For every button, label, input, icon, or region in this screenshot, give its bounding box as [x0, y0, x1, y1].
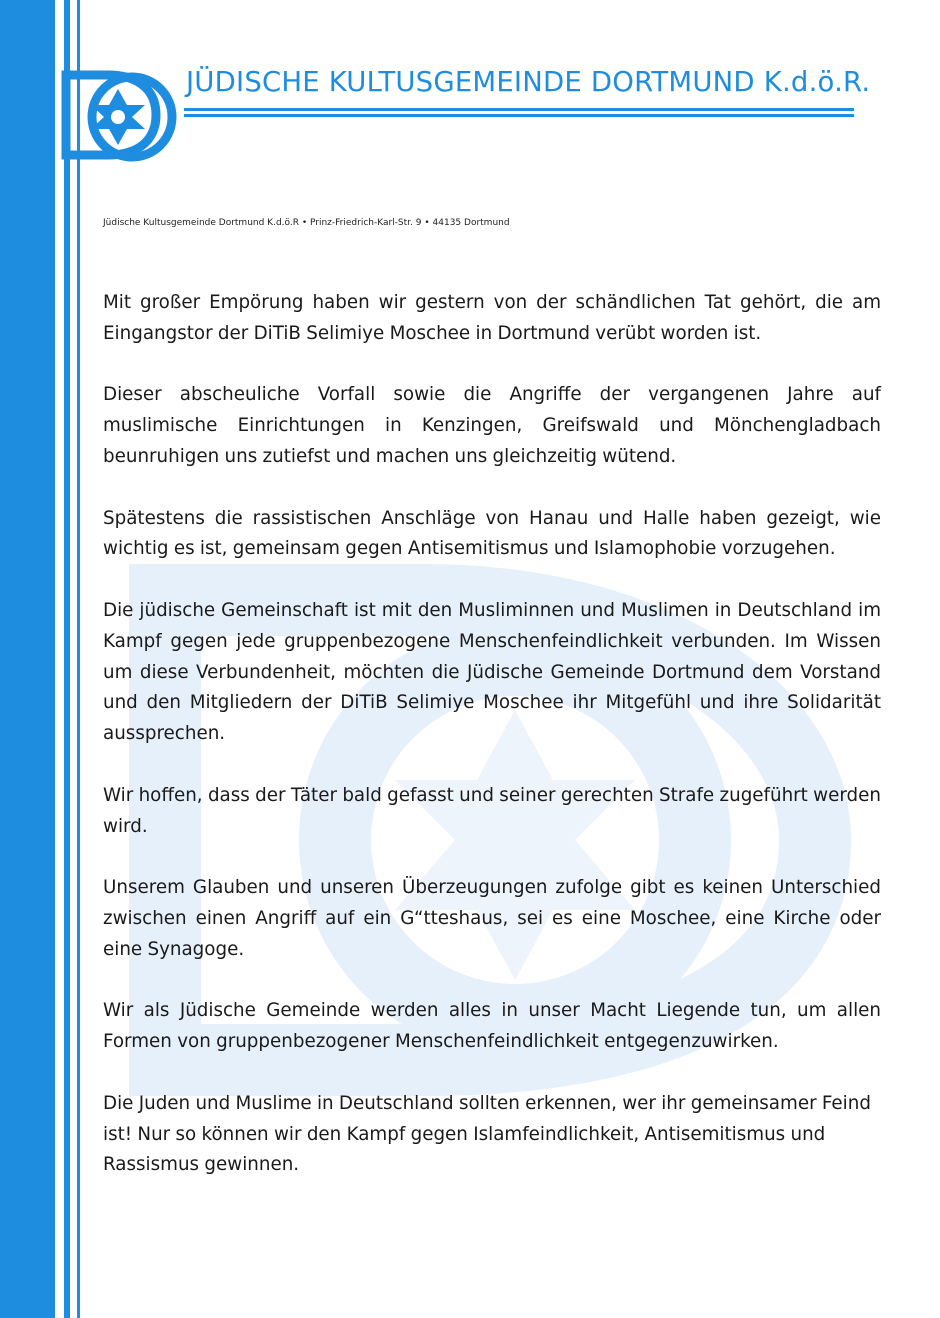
paragraph: Die Juden und Muslime in Deutschland sollten erkennen, wer ihr gemeinsamer Feind ist! Nur so können wir den Kampf gegen Islamfeindlichkeit, Antisemitismus und Rassismus gewinnen.	[103, 1092, 871, 1176]
paragraph: Wir hoffen, dass der Täter bald gefasst und seiner gerechten Strafe zugeführt werden wird.	[103, 784, 881, 837]
title-rule-bottom	[184, 114, 854, 117]
sender-address-line: Jüdische Kultusgemeinde Dortmund K.d.ö.R • Prinz-Friedrich-Karl-Str. 9 • 44135 Dortmund	[103, 218, 510, 228]
left-stripe-middle	[64, 0, 70, 1318]
paragraph: Mit großer Empörung haben wir gestern von der schändlichen Tat gehört, die am Eingangstor der DiTiB Selimiye Moschee in Dortmund verübt worden ist.	[103, 292, 881, 344]
paragraph: Dieser abscheuliche Vorfall sowie die Angriffe der vergangenen Jahre auf muslimische Einrichtungen in Kenzingen, Greifswald und Mönchengladbach beunruhigen uns zutiefst und machen uns gleichzeitig wütend.	[103, 384, 881, 467]
star-of-david-logo-icon	[60, 65, 180, 165]
organization-title: JÜDISCHE KULTUSGEMEINDE DORTMUND K.d.ö.R.	[186, 66, 871, 98]
left-stripe-wide	[0, 0, 55, 1318]
left-stripe-thin	[77, 0, 80, 1318]
letter-body	[103, 288, 881, 1212]
paragraph: Die jüdische Gemeinschaft ist mit den Musliminnen und Muslimen in Deutschland im Kampf gegen jede gruppenbezogene Menschenfeindlichkeit verbunden. Im Wissen um diese Verbundenheit, möchten die Jüdische Gemeinde Dortmund dem Vorstand und den Mitgliedern der DiTiB Selimiye Moschee ihr Mitgefühl und ihre Solidarität aussprechen.	[103, 599, 881, 745]
paragraph: Unserem Glauben und unseren Überzeugungen zufolge gibt es keinen Unterschied zwischen einen Angriff auf ein G“tteshaus, sei es eine Moschee, eine Kirche oder eine Synagoge.	[103, 877, 881, 960]
paragraph: Spätestens die rassistischen Anschläge von Hanau und Halle haben gezeigt, wie wichtig es ist, gemeinsam gegen Antisemitismus und Islamophobie vorzugehen.	[103, 507, 881, 560]
title-rule-top	[184, 108, 854, 111]
paragraph: Wir als Jüdische Gemeinde werden alles in unser Macht Liegende tun, um allen Formen von gruppenbezogener Menschenfeindlichkeit entgegenzuwirken.	[103, 1000, 881, 1053]
